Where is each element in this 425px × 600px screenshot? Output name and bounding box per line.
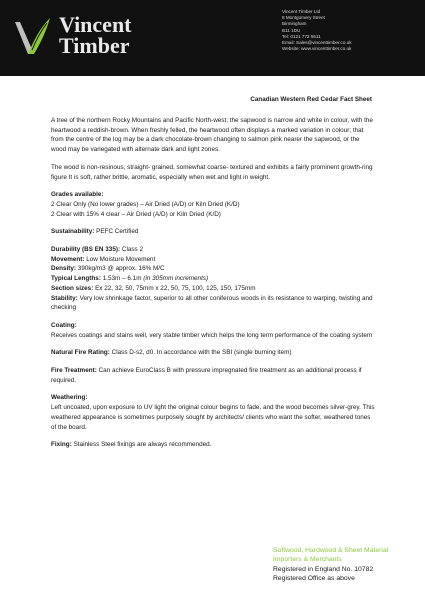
header-banner: [0, 0, 425, 76]
sustainability-line: [51, 227, 376, 237]
contact-email: Email: Sales@vincenttimber.co.uk: [282, 40, 352, 46]
durability-label: Durability (BS EN 335):: [51, 246, 121, 254]
fire-rating-value: Class D-s2, d0. In accordance with the SBI (single burning item): [111, 349, 292, 357]
lengths-note: (in 305mm increments): [143, 275, 209, 283]
contact-website: Website: www.vincenttimber.co.uk: [282, 46, 352, 52]
contact-street: 8 Montgomery Street: [282, 15, 325, 21]
coating-heading: Coating:: [51, 321, 77, 329]
footer-registered: Registered in England No. 10782: [273, 565, 374, 573]
durability-value: Class 2: [121, 246, 144, 254]
lengths-label: Typical Lengths:: [51, 275, 101, 283]
fire-treatment-value: Can achieve EuroClass B with pressure impregnated fire treatment as an additional process if required.: [51, 367, 362, 384]
footer-office: Registered Office as above: [273, 574, 355, 582]
density-label: Density:: [51, 265, 77, 273]
v-leaf-logo-icon: [12, 14, 52, 60]
contact-company: Vincent Timber Ltd: [282, 9, 321, 14]
grade-item: 2 Clear Only (No lower grades) – Air Dried (A/D) or Kiln Dried (K/D): [51, 200, 240, 208]
stability-value: Very low shrinkage factor, superior to all other coniferous woods in its resistance to warping, twisting and checking: [51, 294, 373, 312]
movement-label: Movement:: [51, 255, 85, 263]
fire-rating-label: Natural Fire Rating:: [51, 349, 110, 357]
density-value: 390kg/m3 @ approx. 16% M/C: [77, 265, 165, 273]
coating-text: Receives coatings and stains well, very stable timber which helps the long term performance of the coating system: [51, 331, 373, 339]
description-paragraph: The wood is non-resinous, straight- grained, somewhat coarse- textured and exhibits a fairly prominent growth-ring figure It is soft, rather brittle, aromatic, especially when wet and light in weight.: [51, 163, 373, 181]
movement-value: Low Moisture Movement: [86, 255, 156, 263]
company-logo: [12, 14, 182, 62]
brand-line-1: Vincent: [59, 12, 132, 37]
page-title: Canadian Western Red Cedar Fact Sheet: [250, 96, 372, 103]
lengths-line: [51, 274, 376, 284]
sections-label: Section sizes:: [51, 284, 94, 292]
contact-phone: Tel: 0121 772 5511: [282, 33, 321, 39]
sustainability-label: Sustainability:: [51, 228, 95, 236]
fixing-line: [51, 440, 376, 450]
sections-value: Ex 22, 32, 50, 75mm x 22, 50, 75, 100, 125, 150, 175mm: [95, 284, 256, 292]
contact-postcode: B11 1DU: [282, 27, 301, 33]
fire-rating-line: [51, 348, 376, 358]
grades-heading: Grades available:: [51, 191, 104, 199]
stability-label: Stability:: [51, 294, 78, 302]
brand-line-2: Timber: [59, 33, 130, 58]
contact-details: [282, 9, 420, 52]
brand-name: [59, 14, 132, 56]
weathering-text: Left uncoated, upon exposure to UV light the original colour begins to fade, and the wood becomes silver-grey. This weathered appearance is sometimes purposely sought by architects/ clients who want the softer, weathered tones of the board.: [51, 404, 375, 431]
sustainability-value: PEFC Certified: [96, 228, 139, 236]
durability-line: [51, 245, 376, 255]
weathering-heading: Weathering:: [51, 394, 88, 402]
fixing-value: Stainless Steel fixings are always recommended.: [73, 441, 212, 449]
movement-line: [51, 255, 376, 265]
fire-treatment-label: Fire Treatment:: [51, 367, 97, 375]
footer: [273, 546, 423, 583]
stability-line: [51, 294, 376, 313]
sections-line: [51, 284, 376, 294]
intro-paragraph: A tree of the northern Rocky Mountains and Pacific North-west; the sapwood is narrow and white in colour, with the heartwood a reddish-brown. When freshly felled, the heartwood often displays a marked variation in colour; that from the centre of the log may be a dark chocolate-brown changing to salmon pink nearer the sapwood, or the wood may be variegated with alternate dark and light zones.: [51, 117, 373, 154]
lengths-value: 1.53m – 6.1m: [102, 275, 142, 283]
fire-treatment-line: [51, 366, 376, 385]
fixing-label: Fixing:: [51, 441, 72, 449]
fact-sheet-body: [51, 116, 376, 450]
footer-tagline-2: Importers & Merchants: [273, 556, 342, 564]
grade-item: 2 Clear with 15% 4 clear – Air Dried (A/D) or Kiln Dried (K/D): [51, 210, 221, 218]
footer-tagline-1: Softwood, Hardwood & Sheet Material: [273, 547, 389, 554]
density-line: [51, 264, 376, 274]
contact-city: Birmingham: [282, 21, 307, 27]
